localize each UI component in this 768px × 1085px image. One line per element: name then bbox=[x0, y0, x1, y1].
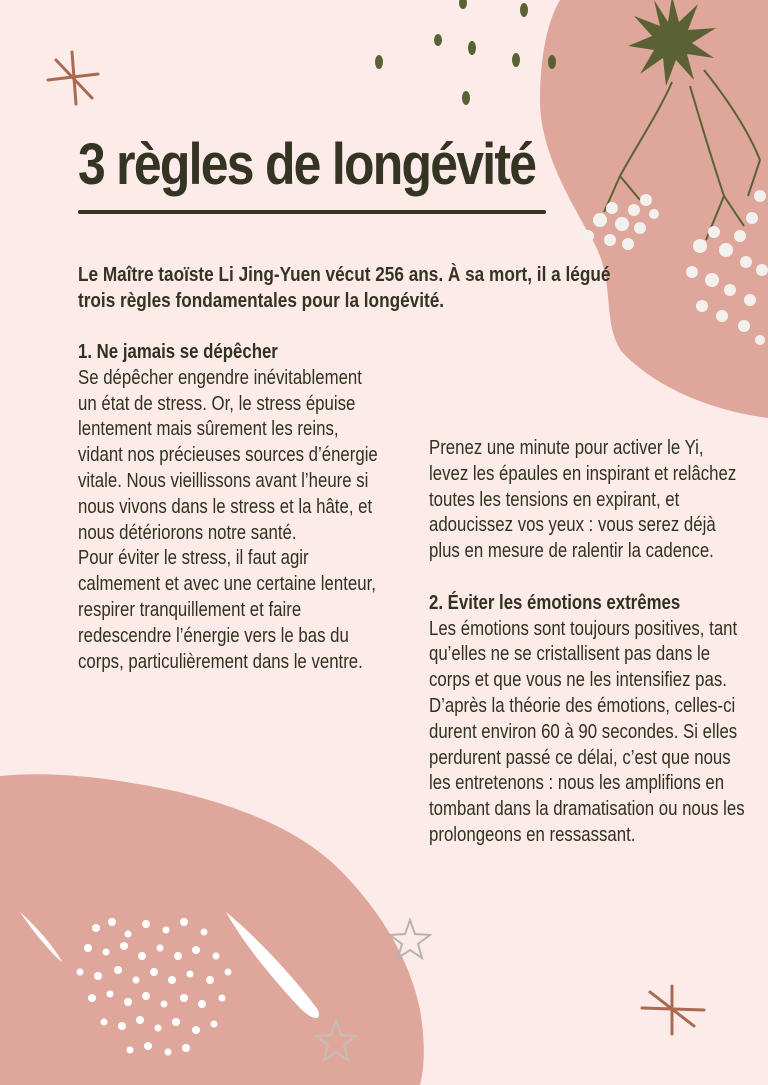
right-column bbox=[429, 436, 745, 849]
rule-2-paragraph: Les émotions sont toujours positives, tant qu’elles ne se cristallisent pas dans le corps et que vous ne les intensifiez pas. D’après la théorie des émotions, celles-ci durent environ 60 à 90 secondes. Si elles perdurent passé ce délai, c’est que nous les entretenons : nous les amplifions en tombant dans la dramatisation ou nous les prolongeons en ressassant. bbox=[429, 617, 745, 846]
left-column bbox=[78, 340, 380, 675]
title-underline bbox=[78, 210, 546, 214]
rule-1-paragraph-3: Prenez une minute pour activer le Yi, levez les épaules en inspirant et relâchez toutes les tensions en expirant, et adoucissez vos yeux : vous serez déjà plus en mesure de ralentir la cadence. bbox=[429, 437, 737, 563]
asterisk-icon bbox=[48, 52, 98, 104]
asterisk-icon bbox=[642, 986, 704, 1034]
intro-paragraph: Le Maître taoïste Li Jing-Yuen vécut 256 ans. À sa mort, il a légué trois règles fondamentales pour la longévité. bbox=[78, 264, 611, 312]
page-title: 3 règles de longévité bbox=[78, 132, 536, 197]
bottom-left-blob bbox=[0, 774, 424, 1085]
rule-1-paragraph-2: Pour éviter le stress, il faut agir calmement et avec une certaine lenteur, respirer tranquillement et faire redescendre l’énergie vers le bas du corps, particulièrement dans le ventre. bbox=[78, 547, 376, 673]
olive-dots bbox=[375, 0, 556, 105]
section-gap bbox=[429, 565, 745, 591]
rule-1-heading: 1. Ne jamais se dépêcher bbox=[78, 341, 278, 363]
rule-2-heading: 2. Éviter les émotions extrêmes bbox=[429, 591, 681, 614]
rule-1-paragraph-1: Se dépêcher engendre inévitablement un état de stress. Or, le stress épuise lentement mais sûrement les reins, vidant nos précieuses sources d’énergie vitale. Nous vieillissons avant l’heure si nous vivons dans le stress et la hâte, et nous détériorons notre santé. bbox=[78, 366, 378, 544]
